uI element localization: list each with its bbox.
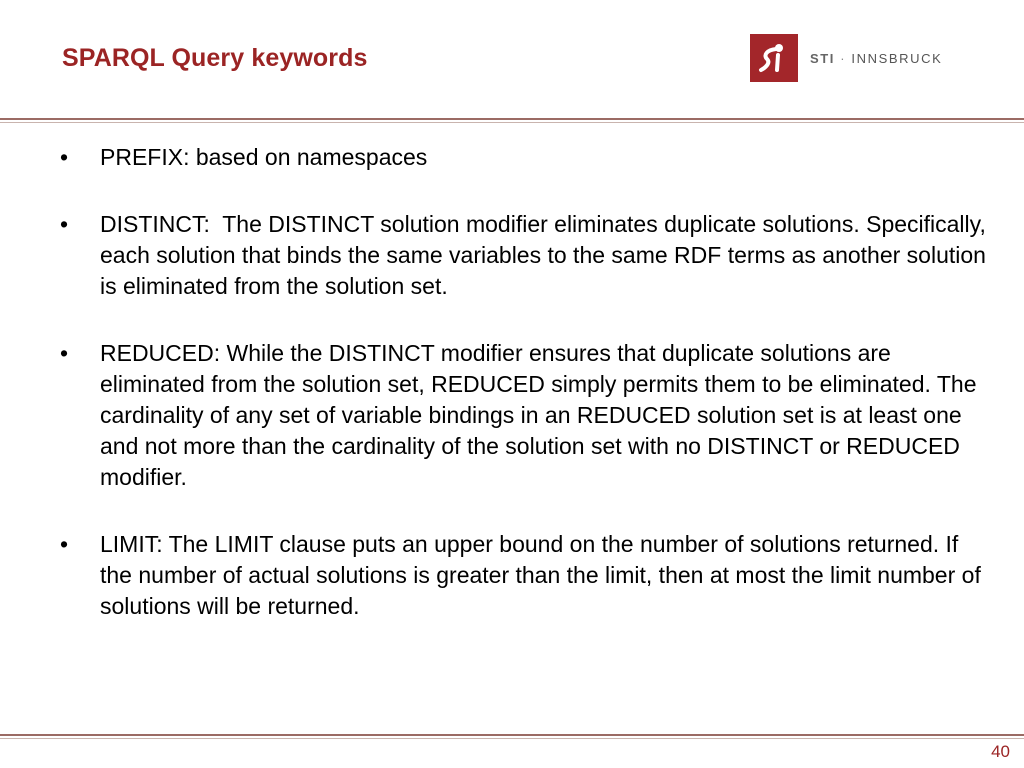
page-number: 40	[991, 742, 1010, 761]
bullet-marker: •	[60, 211, 69, 237]
bullet-distinct	[60, 209, 993, 302]
logo-innsbruck: INNSBRUCK	[851, 50, 943, 66]
bullet-text: REDUCED: While the DISTINCT modifier ensures that duplicate solutions are eliminated from the solution set, REDUCED simply permits them to be eliminated. The cardinality of any set of variable bindings in an REDUCED solution set is at least one and not more than the cardinality of the solution set with no DISTINCT or REDUCED modifier.	[100, 340, 977, 490]
logo-separator: ·	[840, 50, 847, 66]
bullet-marker: •	[60, 144, 69, 170]
bullet-marker: •	[60, 340, 69, 366]
sti-logo-icon	[750, 34, 798, 82]
bullet-list	[60, 142, 993, 658]
footer-divider	[0, 734, 1024, 739]
bullet-text: DISTINCT: The DISTINCT solution modifier eliminates duplicate solutions. Specifically, each solution that binds the same variables to the same RDF terms as another solution is eliminated from the solution set.	[100, 211, 993, 299]
slide-title: SPARQL Query keywords	[62, 44, 368, 72]
logo-wordmark	[810, 51, 942, 66]
bullet-text: LIMIT: The LIMIT clause puts an upper bound on the number of solutions returned. If the number of actual solutions is greater than the limit, then at most the limit number of solutions will be returned.	[100, 531, 981, 619]
logo-sti: STI	[810, 50, 836, 66]
sti-innsbruck-logo	[750, 34, 942, 82]
bullet-reduced	[60, 338, 990, 493]
bullet-limit	[60, 529, 990, 622]
bullet-marker: •	[60, 531, 69, 557]
bullet-text: PREFIX: based on namespaces	[100, 144, 428, 170]
bullet-prefix	[60, 142, 990, 173]
header-divider	[0, 118, 1024, 123]
